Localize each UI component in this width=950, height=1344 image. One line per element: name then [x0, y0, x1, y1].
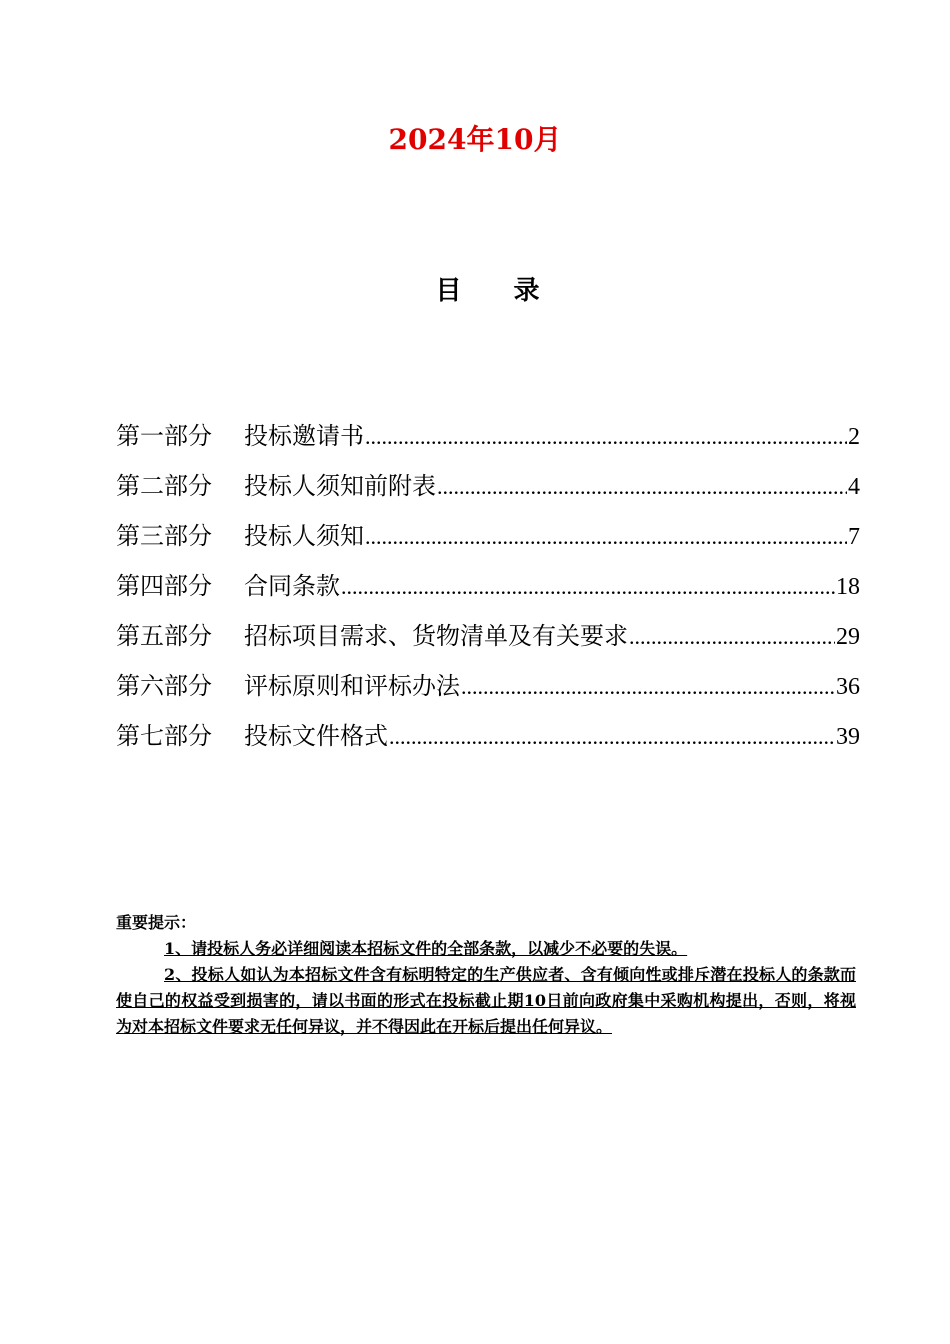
- toc-title: [0, 270, 950, 307]
- toc-entry-page: 39: [836, 724, 860, 750]
- toc-title-right: 录: [513, 276, 540, 306]
- toc-entry[interactable]: [116, 718, 860, 768]
- toc-leader-dots: [461, 669, 835, 705]
- toc-entry-page: 2: [848, 424, 860, 450]
- toc-entry[interactable]: [116, 418, 860, 468]
- notice-title: 重要提示：: [116, 913, 197, 932]
- toc-leader-dots: [437, 469, 847, 505]
- toc-entry-name: 合同条款: [244, 572, 340, 600]
- toc-entry-part: 第三部分: [116, 522, 212, 550]
- toc-entry[interactable]: [116, 668, 860, 718]
- toc-entry-page: 4: [848, 474, 860, 500]
- toc-entry[interactable]: [116, 518, 860, 568]
- toc-entry-page: 29: [836, 624, 860, 650]
- toc-entry-name: 投标人须知: [244, 522, 364, 550]
- toc-entry[interactable]: [116, 618, 860, 668]
- toc-entry[interactable]: [116, 568, 860, 618]
- important-notice: [116, 910, 856, 1040]
- toc-leader-dots: [365, 419, 847, 455]
- toc-entry-name: 评标原则和评标办法: [244, 672, 460, 700]
- toc-leader-dots: [629, 619, 835, 655]
- toc-entry-part: 第一部分: [116, 422, 212, 450]
- toc-entry-page: 7: [848, 524, 860, 550]
- toc-leader-dots: [365, 519, 847, 555]
- toc-entry-part: 第四部分: [116, 572, 212, 600]
- toc-entry-name: 投标文件格式: [244, 722, 388, 750]
- notice-item-2: 2、投标人如认为本招标文件含有标明特定的生产供应者、含有倾向性或排斥潜在投标人的条款而使自己的权益受到损害的，请以书面的形式在投标截止期10日前向政府集中采购机构提出，否则，将视为对本招标文件要求无任何异议，并不得因此在开标后提出任何异议。: [116, 965, 856, 1036]
- document-date: 2024年10月: [388, 123, 562, 156]
- toc-entry-part: 第六部分: [116, 672, 212, 700]
- toc-entry-name: 投标邀请书: [244, 422, 364, 450]
- notice-item-1: 1、请投标人务必详细阅读本招标文件的全部条款，以减少不必要的失误。: [164, 939, 688, 958]
- toc-entry-part: 第七部分: [116, 722, 212, 750]
- toc-entry[interactable]: [116, 468, 860, 518]
- toc-entry-part: 第五部分: [116, 622, 212, 650]
- toc-leader-dots: [389, 719, 835, 755]
- toc-entry-part: 第二部分: [116, 472, 212, 500]
- toc-title-left: 目: [435, 276, 462, 306]
- toc-entry-page: 18: [836, 574, 860, 600]
- toc-entry-name: 招标项目需求、货物清单及有关要求: [244, 622, 628, 650]
- toc-entry-page: 36: [836, 674, 860, 700]
- table-of-contents: [116, 418, 860, 768]
- toc-leader-dots: [341, 569, 835, 605]
- toc-entry-name: 投标人须知前附表: [244, 472, 436, 500]
